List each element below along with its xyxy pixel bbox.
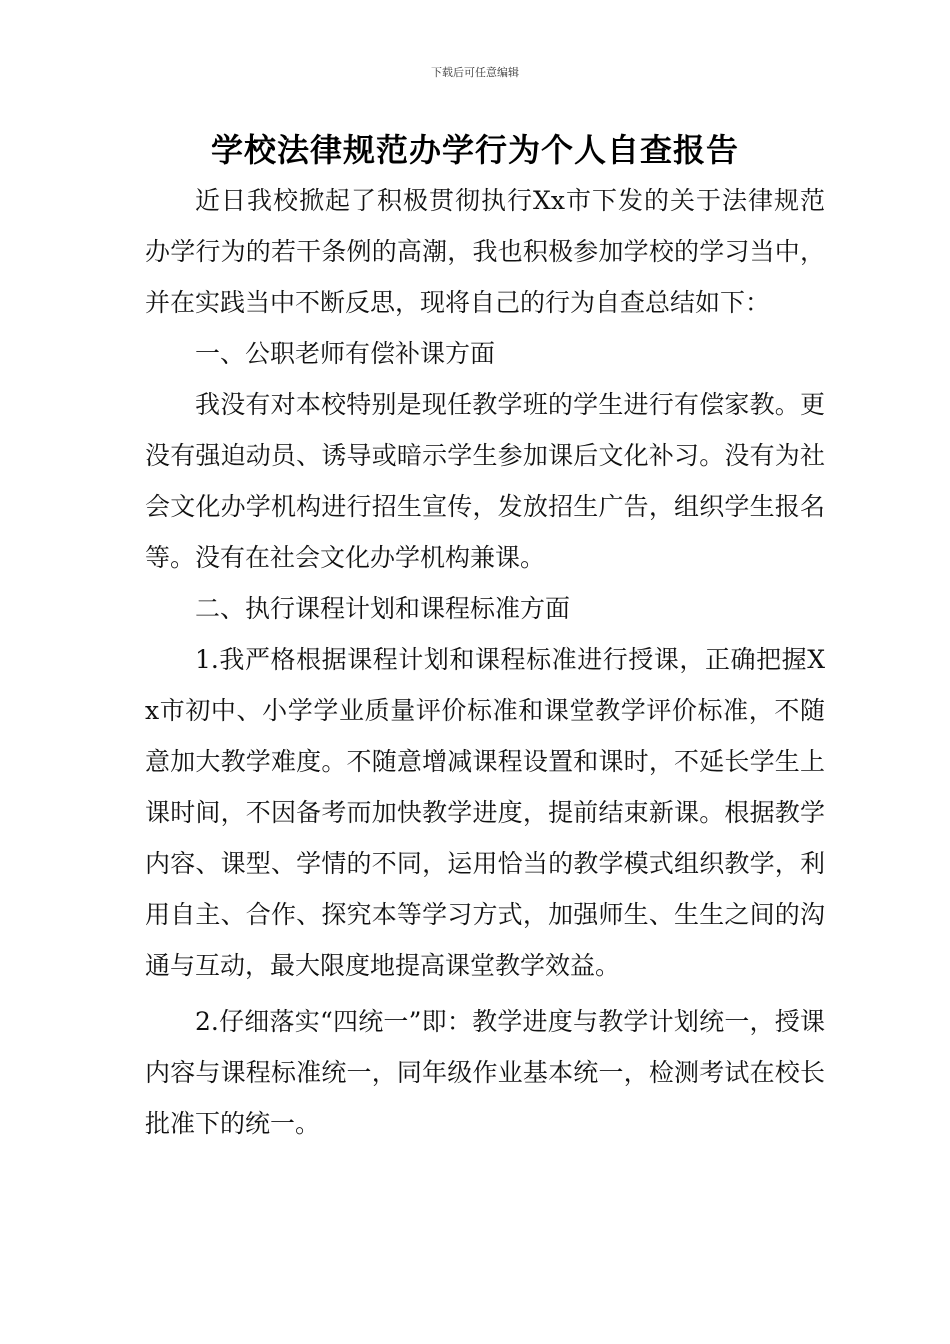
document-title: 学校法律规范办学行为个人自查报告: [210, 131, 739, 169]
intro-paragraph: 近日我校掀起了积极贯彻执行Xx市下发的关于法律规范办学行为的若干条例的高潮，我也积极参加学校的学习当中，并在实践当中不断反思，现将自己的行为自查总结如下：: [145, 186, 825, 317]
section-2-heading: 二、执行课程计划和课程标准方面: [195, 594, 571, 623]
section-2-item-2: 2.仔细落实“四统一”即：教学进度与教学计划统一，授课内容与课程标准统一，同年级作业基本统一，检测考试在校长批准下的统一。: [145, 1007, 825, 1138]
section-1-heading: 一、公职老师有偿补课方面: [195, 339, 496, 368]
header-note: 下载后可任意编辑: [431, 66, 519, 79]
document-body: [145, 175, 825, 1149]
section-1-paragraph: 我没有对本校特别是现任教学班的学生进行有偿家教。更没有强迫动员、诱导或暗示学生参加课后文化补习。没有为社会文化办学机构进行招生宣传，发放招生广告，组织学生报名等。没有在社会文化办学机构兼课。: [145, 390, 825, 572]
section-2-item-1: 1.我严格根据课程计划和课程标准进行授课，正确把握Xx市初中、小学学业质量评价标准和课堂教学评价标准，不随意加大教学难度。不随意增减课程设置和课时，不延长学生上课时间，不因备考而加快教学进度，提前结束新课。根据教学内容、课型、学情的不同，运用恰当的教学模式组织教学，利用自主、合作、探究本等学习方式，加强师生、生生之间的沟通与互动，最大限度地提高课堂教学效益。: [145, 645, 825, 980]
